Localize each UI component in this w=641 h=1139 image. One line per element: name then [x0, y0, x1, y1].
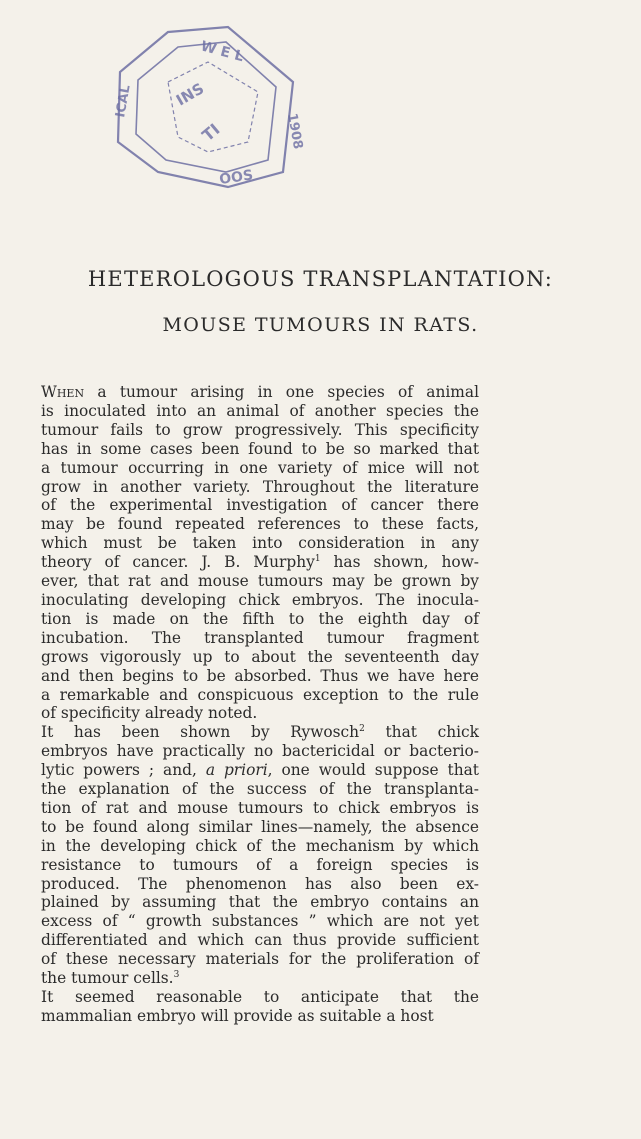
- drop-word: When: [41, 383, 85, 401]
- line-text: resistance to tumours of a foreign species is: [41, 855, 479, 874]
- line-text: of the experimental investigation of cancer there: [41, 496, 479, 515]
- text-line: [41, 742, 479, 761]
- italic-phrase: a priori: [205, 761, 268, 780]
- line-text: It has been shown by Rywosch: [41, 723, 360, 742]
- text-line: [41, 648, 479, 667]
- text-line: [41, 837, 479, 856]
- text-line: [41, 686, 479, 705]
- svg-text:ICAL: ICAL: [113, 83, 134, 119]
- line-text: has shown, how-: [320, 553, 479, 572]
- line-text: which must be taken into consideration in any: [41, 534, 479, 553]
- line-text: differentiated and which can thus provide sufficient: [41, 931, 479, 950]
- line-text: in the developing chick of the mechanism by which: [41, 836, 479, 855]
- text-line: [41, 1007, 479, 1026]
- text-line: [41, 912, 479, 931]
- line-text: of specificity already noted.: [41, 704, 258, 723]
- text-line: [41, 478, 479, 497]
- text-line: [41, 969, 479, 988]
- text-line: [41, 818, 479, 837]
- text-line: [41, 704, 479, 723]
- line-text: excess of “ growth substances ” which are not yet: [41, 912, 479, 931]
- line-text: incubation. The transplanted tumour fragment: [41, 628, 479, 647]
- page-subtitle: MOUSE TUMOURS IN RATS.: [162, 314, 479, 336]
- line-text: to be found along similar lines—namely, the absence: [41, 817, 479, 836]
- footnote-ref: 1: [314, 554, 321, 565]
- text-line: [41, 988, 479, 1007]
- text-line: [41, 667, 479, 686]
- footnote-ref: 2: [359, 724, 365, 735]
- line-text: mammalian embryo will provide as suitable a host: [41, 1006, 434, 1025]
- text-line: [41, 931, 479, 950]
- text-line: [41, 875, 479, 894]
- text-line: [41, 402, 479, 421]
- line-text: grow in another variety. Throughout the literature: [41, 477, 479, 496]
- line-text: tumour fails to grow progressively. This specificity: [41, 420, 479, 439]
- text-line: [41, 723, 479, 742]
- text-line: [41, 515, 479, 534]
- text-line: [41, 496, 479, 515]
- svg-text:OOS: OOS: [218, 167, 255, 188]
- line-text: inoculating developing chick embryos. The inocula-: [41, 590, 479, 609]
- text-line: [41, 629, 479, 648]
- line-text: ever, that rat and mouse tumours may be grown by: [41, 572, 479, 591]
- text-line: [41, 421, 479, 440]
- body-text: [41, 383, 479, 1026]
- line-text: lytic powers ; and,: [41, 761, 206, 780]
- text-line: [41, 383, 479, 402]
- text-line: [41, 856, 479, 875]
- text-line: [41, 591, 479, 610]
- line-text: is inoculated into an animal of another species the: [41, 401, 479, 420]
- line-text: It seemed reasonable to anticipate that the: [41, 988, 479, 1006]
- line-text: has in some cases been found to be so marked that: [41, 439, 479, 458]
- page-title: HETEROLOGOUS TRANSPLANTATION:: [87, 267, 554, 291]
- text-line: [41, 440, 479, 459]
- footnote-ref: 3: [173, 970, 180, 981]
- text-line: [41, 799, 479, 818]
- text-line: [41, 459, 479, 478]
- text-line: [41, 950, 479, 969]
- text-line: [41, 534, 479, 553]
- svg-text:TI: TI: [198, 119, 224, 146]
- line-text: the tumour cells.: [41, 969, 174, 988]
- line-text: , one would suppose that: [267, 761, 479, 780]
- line-text: and then begins to be absorbed. Thus we have here: [41, 666, 479, 685]
- line-text: a tumour arising in one species of animal: [84, 383, 479, 401]
- line-text: tion is made on the fifth to the eighth day of: [41, 609, 479, 628]
- text-line: [41, 761, 479, 780]
- line-text: produced. The phenomenon has also been ex-: [41, 874, 479, 893]
- text-line: [41, 572, 479, 591]
- line-text: grows vigorously up to about the seventeenth day: [41, 647, 479, 666]
- line-text: of these necessary materials for the proliferation of: [41, 950, 479, 969]
- line-text: plained by assuming that the embryo contains an: [41, 893, 479, 912]
- line-text: that chick: [364, 723, 479, 742]
- line-text: embryos have practically no bactericidal or bacterio-: [41, 742, 479, 761]
- line-text: a remarkable and conspicuous exception to the rule: [41, 685, 479, 704]
- text-line: [41, 893, 479, 912]
- line-text: a tumour occurring in one variety of mice will not: [41, 458, 479, 477]
- text-line: [41, 610, 479, 629]
- svg-text:INS: INS: [173, 79, 208, 110]
- line-text: tion of rat and mouse tumours to chick embryos is: [41, 798, 479, 817]
- line-text: theory of cancer. J. B. Murphy: [41, 553, 315, 572]
- line-text: the explanation of the success of the transplanta-: [41, 780, 479, 799]
- svg-text:W E L: W E L: [198, 38, 246, 66]
- text-line: [41, 553, 479, 572]
- library-stamp-icon: [108, 22, 308, 202]
- text-line: [41, 780, 479, 799]
- line-text: may be found repeated references to these facts,: [41, 515, 479, 534]
- svg-text:1908: 1908: [284, 112, 306, 151]
